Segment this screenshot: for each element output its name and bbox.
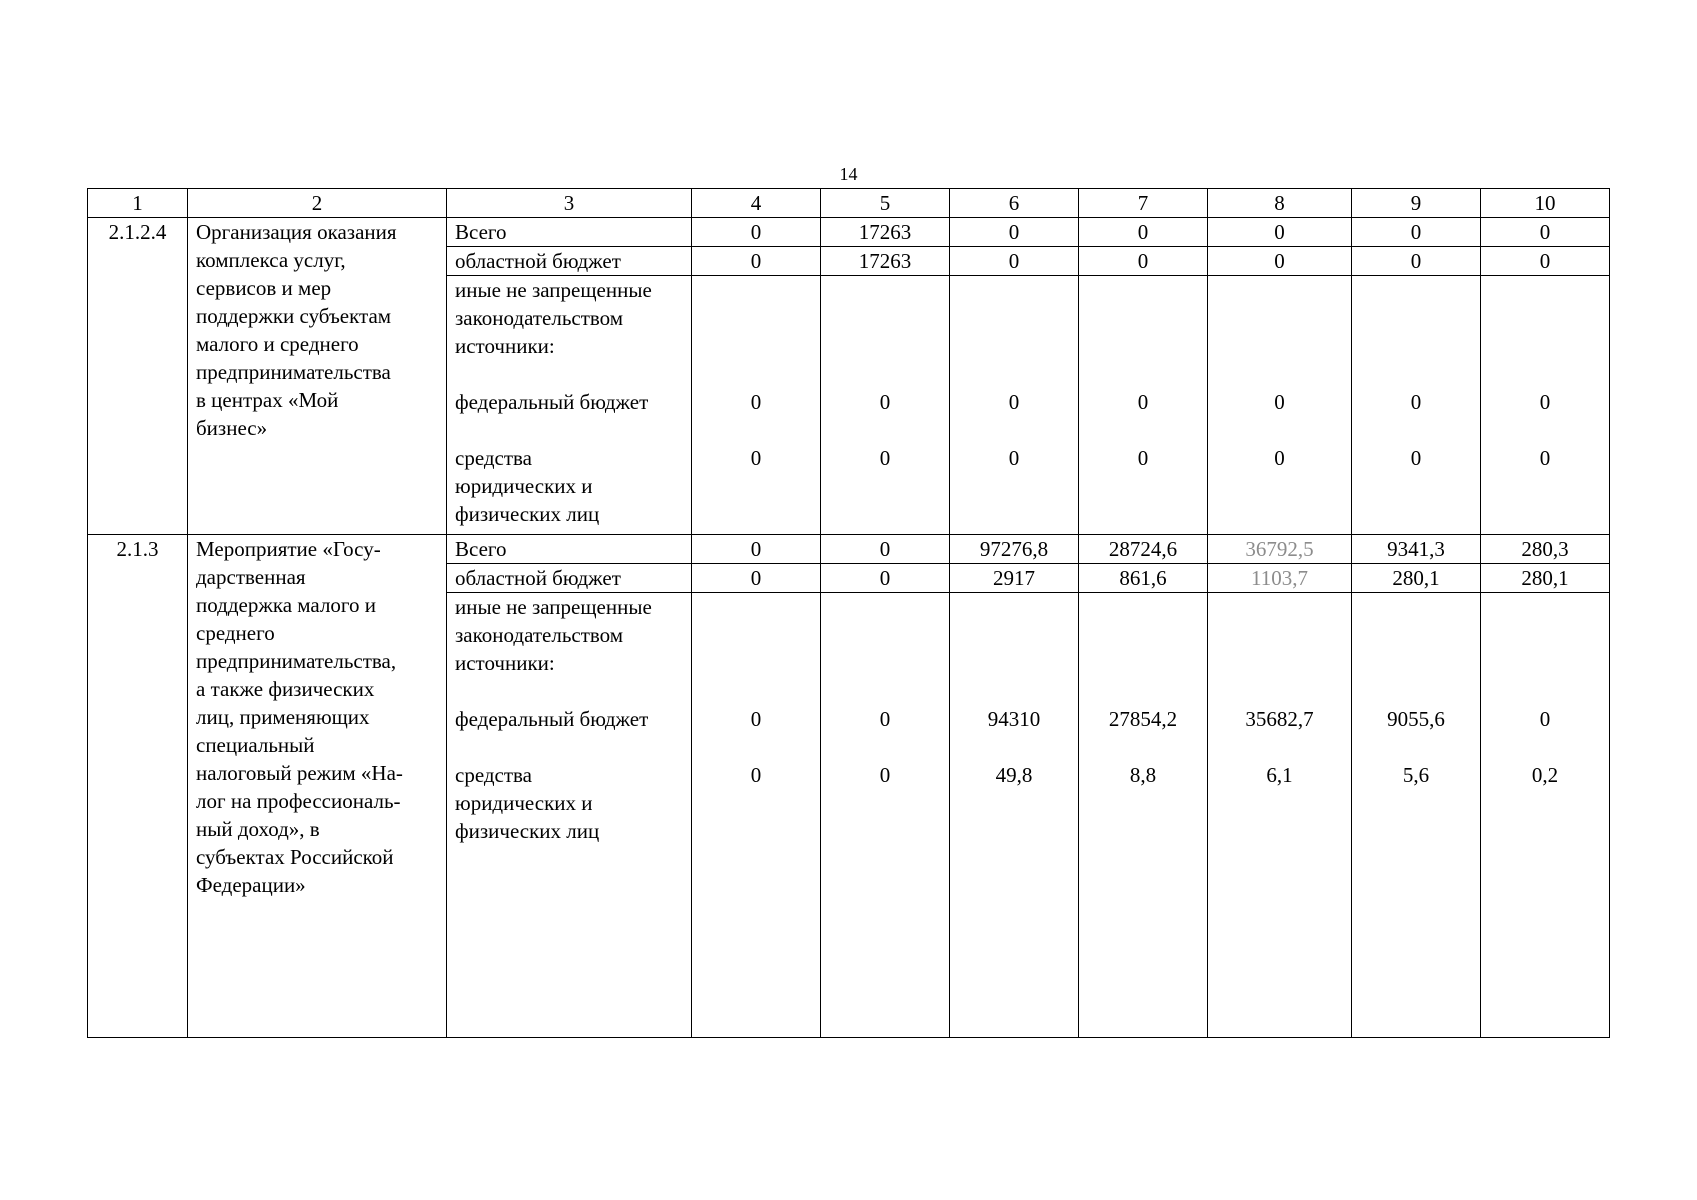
value-cell: 0 [692, 564, 821, 593]
header-cell: 10 [1481, 189, 1610, 218]
value-cell: 17263 [821, 247, 950, 276]
value-cell: 97276,8 [950, 535, 1079, 564]
header-cell: 9 [1352, 189, 1481, 218]
header-cell: 4 [692, 189, 821, 218]
value-cell: 9341,3 [1352, 535, 1481, 564]
value-cell: 0 [692, 218, 821, 247]
value-cell: 0 [1481, 218, 1610, 247]
page-number: 14 [839, 164, 858, 184]
value-cell: 0 [1208, 247, 1352, 276]
header-cell: 1 [88, 189, 188, 218]
value-cell: 0 [821, 535, 950, 564]
value-cell: 0 0 [692, 593, 821, 1038]
header-cell: 5 [821, 189, 950, 218]
value-cell: 9055,6 5,6 [1352, 593, 1481, 1038]
value-cell: 27854,2 8,8 [1079, 593, 1208, 1038]
row-label: областной бюджет [447, 564, 692, 593]
value-cell: 0 0 [692, 276, 821, 535]
value-cell: 280,1 [1352, 564, 1481, 593]
value-cell: 0 [692, 247, 821, 276]
header-cell: 2 [188, 189, 447, 218]
value-cell: 0 0 [1481, 276, 1610, 535]
value-cell: 35682,7 6,1 [1208, 593, 1352, 1038]
row-label: иные не запрещенные законодательством источники: федеральный бюджет средства юридических и физических лиц [447, 276, 692, 535]
value-cell: 28724,6 [1079, 535, 1208, 564]
value-cell: 94310 49,8 [950, 593, 1079, 1038]
header-cell: 8 [1208, 189, 1352, 218]
row-label: иные не запрещенные законодательством источники: федеральный бюджет средства юридических и физических лиц [447, 593, 692, 1038]
value-cell: 17263 [821, 218, 950, 247]
table-row [88, 218, 1610, 247]
value-cell: 0 0 [950, 276, 1079, 535]
value-cell: 0 0 [1079, 276, 1208, 535]
value-cell: 861,6 [1079, 564, 1208, 593]
value-cell: 1103,7 [1208, 564, 1352, 593]
header-cell: 3 [447, 189, 692, 218]
value-cell: 280,1 [1481, 564, 1610, 593]
value-cell: 0 [950, 218, 1079, 247]
section-name: Организация оказания комплекса услуг, сервисов и мер поддержки субъектам малого и среднего предпринимательства в центрах «Мой бизнес» [188, 218, 447, 535]
value-cell: 0 [1352, 247, 1481, 276]
budget-table [87, 188, 1610, 1038]
value-cell: 0 0 [821, 593, 950, 1038]
value-cell: 0 0 [821, 276, 950, 535]
value-cell: 0 [1352, 218, 1481, 247]
section-code: 2.1.2.4 [88, 218, 188, 535]
header-cell: 6 [950, 189, 1079, 218]
value-cell: 0 [821, 564, 950, 593]
value-cell: 0 [1481, 247, 1610, 276]
value-cell: 280,3 [1481, 535, 1610, 564]
value-cell: 0 [1208, 218, 1352, 247]
value-cell: 0 0 [1352, 276, 1481, 535]
value-cell: 0 [1079, 218, 1208, 247]
value-cell: 0 [950, 247, 1079, 276]
section-code: 2.1.3 [88, 535, 188, 1038]
value-cell: 2917 [950, 564, 1079, 593]
header-row [88, 189, 1610, 218]
table-row [88, 535, 1610, 564]
row-label: Всего [447, 535, 692, 564]
row-label: Всего [447, 218, 692, 247]
section-name: Мероприятие «Госу- дарственная поддержка малого и среднего предпринимательства, а также физических лиц, применяющих специальный налоговый режим «На- лог на профессиональ- ный доход», в субъектах Российской Федерации» [188, 535, 447, 1038]
value-cell: 0 [1079, 247, 1208, 276]
value-cell: 0 0 [1208, 276, 1352, 535]
value-cell: 0 0,2 [1481, 593, 1610, 1038]
row-label: областной бюджет [447, 247, 692, 276]
value-cell: 36792,5 [1208, 535, 1352, 564]
value-cell: 0 [692, 535, 821, 564]
header-cell: 7 [1079, 189, 1208, 218]
